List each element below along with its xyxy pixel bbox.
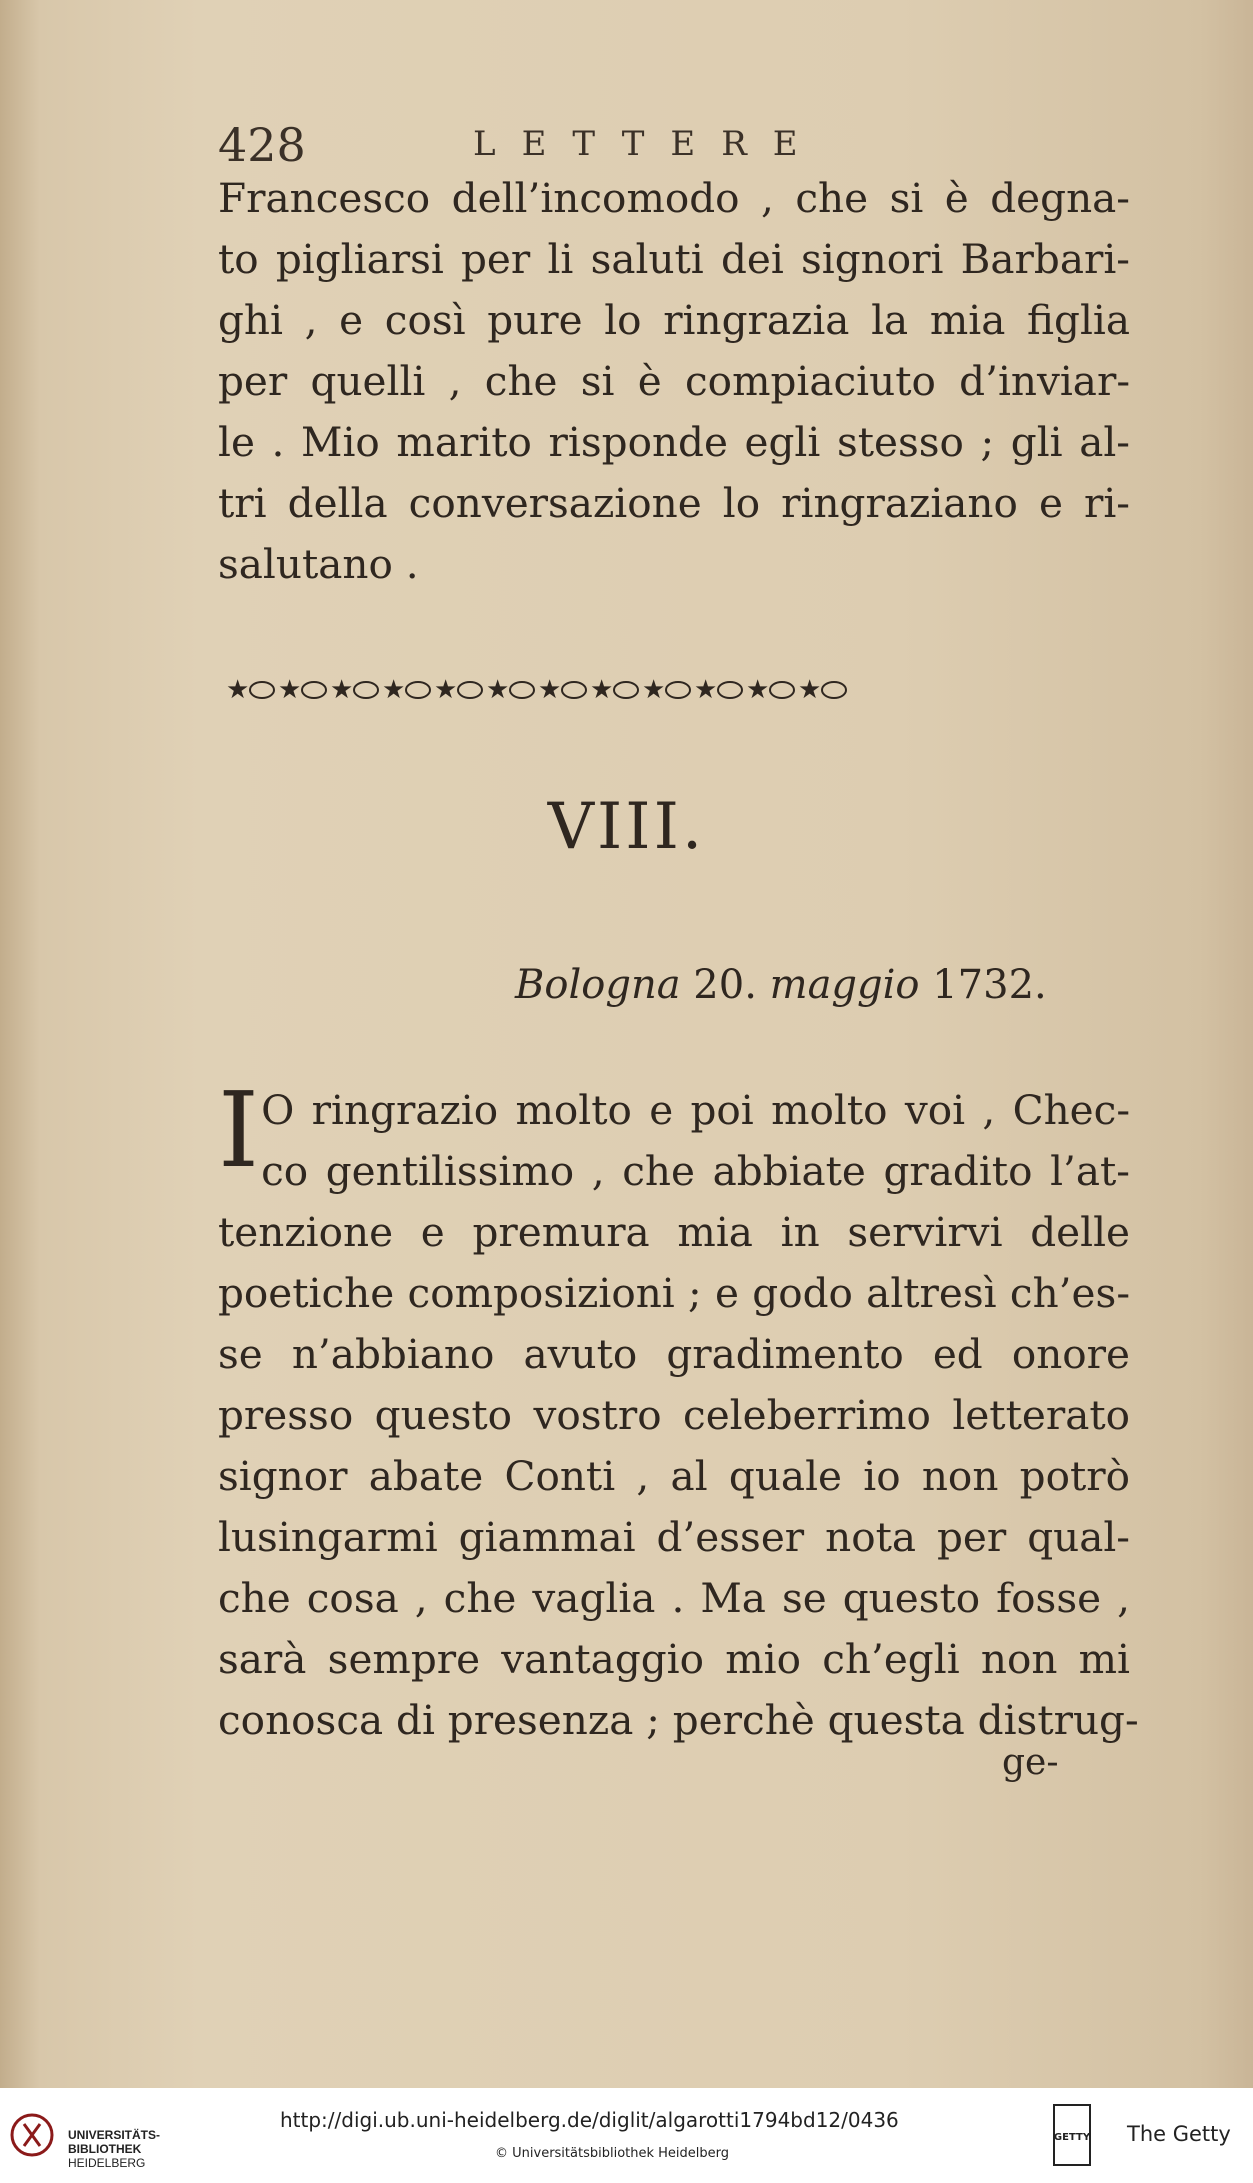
text-line: ghi , e così pure lo ringrazia la mia figlia: [218, 296, 1130, 344]
ornament-star: ★: [486, 675, 510, 705]
ornament-star: ★: [746, 675, 770, 705]
ornament-oval: [354, 682, 378, 698]
institution-name: [68, 2128, 160, 2170]
text-line: Francesco dell’incomodo , che si è degna-: [218, 174, 1130, 222]
text-line: co gentilissimo , che abbiate gradito l’at-: [261, 1147, 1130, 1195]
text-line: le . Mio marito risponde egli stesso ; gli al-: [218, 418, 1130, 466]
ornament-oval: [302, 682, 326, 698]
ornament-star: ★: [226, 675, 250, 705]
text-line: lusingarmi giammai d’esser nota per qual-: [218, 1513, 1130, 1561]
catchword: ge-: [1002, 1742, 1059, 1783]
permalink-url[interactable]: http://digi.ub.uni-heidelberg.de/diglit/algarotti1794bd12/0436: [280, 2108, 899, 2132]
seal-icon: [10, 2110, 54, 2160]
dateline-place: Bologna: [515, 962, 681, 1008]
running-head: LETTERE: [473, 124, 824, 164]
ornament-oval: [562, 682, 586, 698]
ornament-star: ★: [798, 675, 822, 705]
text-line: tenzione e premura mia in servirvi delle: [218, 1208, 1130, 1256]
drop-cap: I: [218, 1069, 260, 1191]
text-line: sarà sempre vantaggio mio ch’egli non mi: [218, 1635, 1130, 1683]
ornament-star: ★: [382, 675, 406, 705]
institution-line: HEIDELBERG: [68, 2156, 146, 2170]
ornament-star: ★: [330, 675, 354, 705]
letter-number-heading: VIII.: [547, 790, 706, 864]
institution-line: BIBLIOTHEK: [68, 2142, 142, 2156]
ornament-star: ★: [434, 675, 458, 705]
text-line: conosca di presenza ; perchè questa distrug-: [218, 1696, 1139, 1744]
text-line: to pigliarsi per li saluti dei signori Barbari-: [218, 235, 1130, 283]
ornament-oval: [770, 682, 794, 698]
continued-paragraph: [218, 168, 1130, 595]
viewer-footer: [0, 2088, 1253, 2183]
institution-line: UNIVERSITÄTS-: [68, 2128, 161, 2142]
getty-logo-icon[interactable]: [1053, 2104, 1091, 2166]
getty-label: The Getty: [1127, 2122, 1231, 2146]
ornament-star: ★: [642, 675, 666, 705]
text-line: presso questo vostro celeberrimo letterato: [218, 1391, 1130, 1439]
text-line: se n’abbiano avuto gradimento ed onore: [218, 1330, 1130, 1378]
ornament-star: ★: [278, 675, 302, 705]
ornament-star: ★: [590, 675, 614, 705]
copyright-notice: © Universitätsbibliothek Heidelberg: [495, 2146, 730, 2161]
text-line: poetiche composizioni ; e godo altresì ch’es-: [218, 1269, 1130, 1317]
ornament-oval: [614, 682, 638, 698]
ornament-star: ★: [538, 675, 562, 705]
ornament-oval: [458, 682, 482, 698]
svg-text:GETTY: GETTY: [1053, 2132, 1091, 2143]
dateline-year: 1732.: [932, 962, 1047, 1008]
page-number: 428: [218, 118, 306, 172]
ornament-star: ★: [694, 675, 718, 705]
dateline: [515, 962, 1047, 1008]
ornament-oval: [666, 682, 690, 698]
ornament-oval: [822, 682, 846, 698]
university-library-logo[interactable]: [10, 2106, 170, 2170]
letter-body: [218, 1069, 1139, 1751]
ornament-oval: [406, 682, 430, 698]
text-line: salutano .: [218, 540, 419, 588]
ornament-oval: [250, 682, 274, 698]
dateline-month: maggio: [769, 962, 920, 1008]
text-line: signor abate Conti , al quale io non potrò: [218, 1452, 1130, 1500]
text-line: tri della conversazione lo ringraziano e ri-: [218, 479, 1130, 527]
ornament-oval: [718, 682, 742, 698]
ornament-oval: [510, 682, 534, 698]
text-line: che cosa , che vaglia . Ma se questo fosse ,: [218, 1574, 1130, 1622]
text-line: O ringrazio molto e poi molto voi , Chec-: [261, 1086, 1130, 1134]
text-line: per quelli , che si è compiaciuto d’inviar-: [218, 357, 1130, 405]
dateline-day: 20.: [693, 962, 757, 1008]
ornamental-divider: [218, 668, 1130, 712]
